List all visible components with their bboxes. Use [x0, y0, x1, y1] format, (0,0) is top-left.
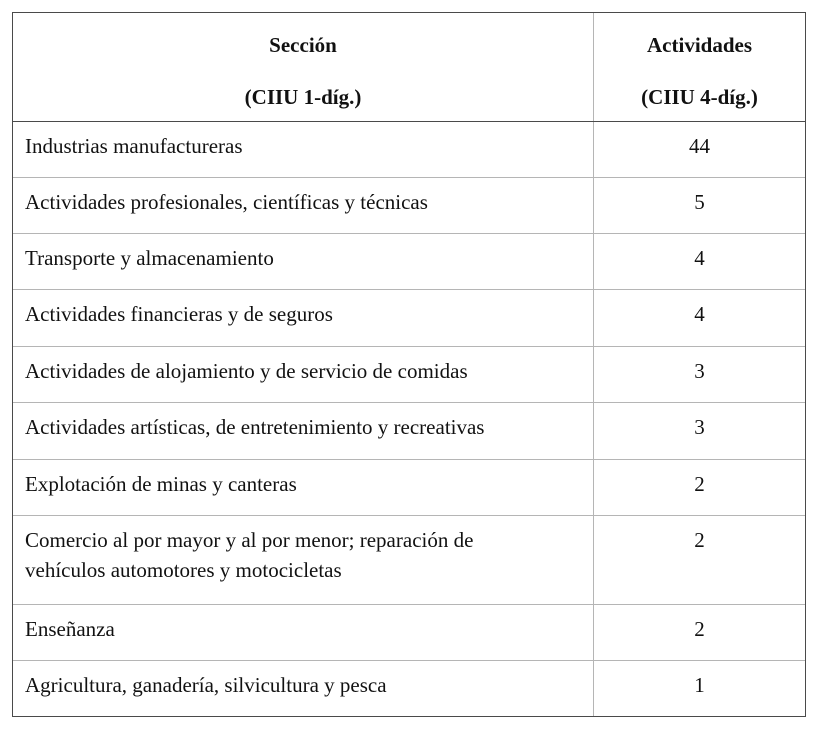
section-text: Explotación de minas y canteras	[25, 472, 297, 496]
activities-cell: 4	[694, 302, 705, 326]
table-row	[13, 515, 805, 604]
table-row	[13, 459, 805, 515]
activities-cell: 2	[694, 528, 705, 552]
header-section-title: Sección	[269, 33, 337, 57]
section-cell	[13, 347, 594, 402]
activities-cell: 2	[694, 617, 705, 641]
activities-cell: 4	[694, 246, 705, 270]
activities-cell: 3	[694, 359, 705, 383]
section-cell	[13, 605, 594, 660]
section-text: Actividades artísticas, de entretenimiento y recreativas	[25, 415, 485, 439]
activities-cell: 1	[694, 673, 705, 697]
section-cell	[13, 661, 594, 716]
section-text: Transporte y almacenamiento	[25, 246, 274, 270]
section-text: Comercio al por mayor y al por menor; reparación de	[25, 528, 474, 552]
table-row	[13, 289, 805, 346]
table-row	[13, 346, 805, 402]
section-cell	[13, 178, 594, 233]
activities-cell: 2	[694, 472, 705, 496]
table-header-row	[13, 13, 805, 121]
header-activities	[594, 13, 805, 121]
table-row	[13, 604, 805, 660]
activities-cell: 5	[694, 190, 705, 214]
section-text: Agricultura, ganadería, silvicultura y pesca	[25, 673, 387, 697]
activities-cell: 44	[689, 134, 710, 158]
section-text-continued: vehículos automotores y motocicletas	[25, 558, 342, 582]
header-activities-subtitle: (CIIU 4-díg.)	[641, 85, 758, 109]
section-text: Enseñanza	[25, 617, 115, 641]
table-row	[13, 233, 805, 289]
section-cell	[13, 234, 594, 289]
header-section	[13, 13, 594, 121]
section-text: Actividades de alojamiento y de servicio de comidas	[25, 359, 468, 383]
activities-cell: 3	[694, 415, 705, 439]
table-row	[13, 402, 805, 459]
section-cell	[13, 516, 594, 604]
section-cell	[13, 403, 594, 459]
section-cell	[13, 122, 594, 177]
table-row	[13, 660, 805, 716]
section-cell	[13, 290, 594, 346]
ciiu-activities-table	[12, 12, 806, 717]
table-row	[13, 121, 805, 177]
section-text: Industrias manufactureras	[25, 134, 243, 158]
header-activities-title: Actividades	[647, 33, 752, 57]
section-cell	[13, 460, 594, 515]
section-text: Actividades financieras y de seguros	[25, 302, 333, 326]
section-text: Actividades profesionales, científicas y técnicas	[25, 190, 428, 214]
header-section-subtitle: (CIIU 1-díg.)	[244, 85, 362, 109]
table-row	[13, 177, 805, 233]
